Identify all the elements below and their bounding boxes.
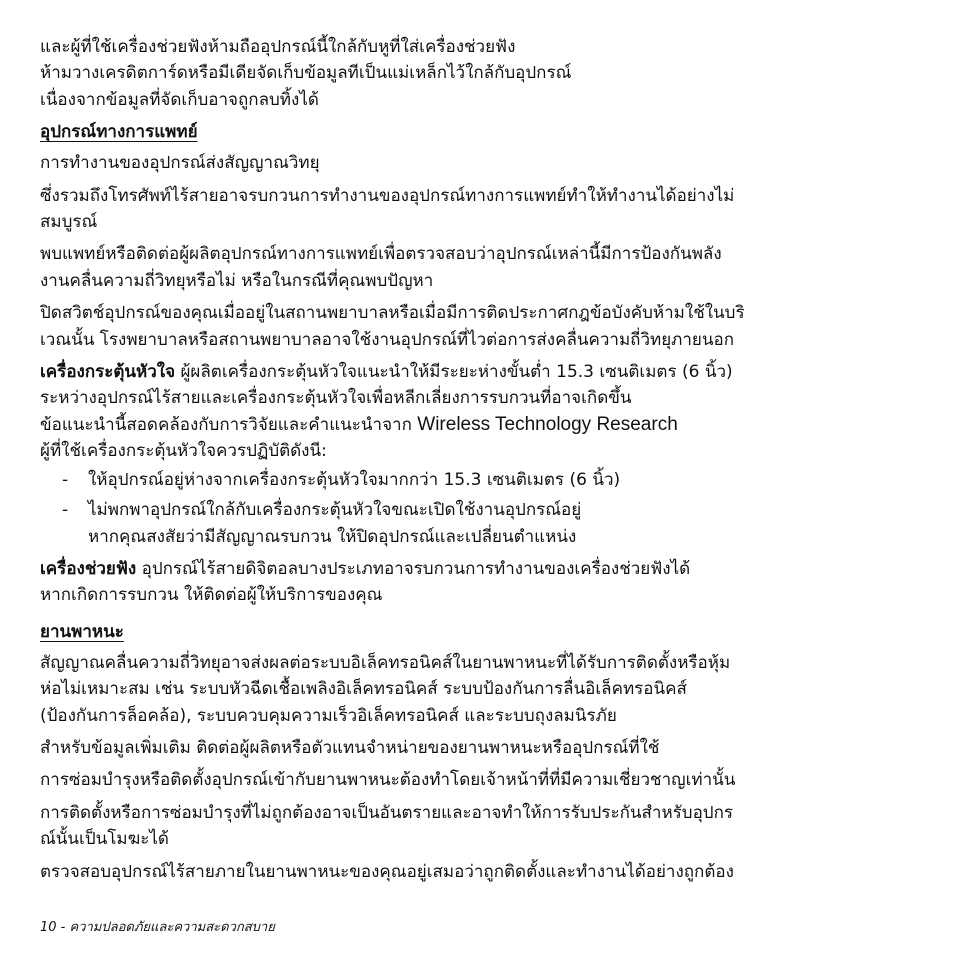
intro-line-2: ห้ามวางเครดิตการ์ดหรือมีเดียจัดเก็บข้อมูลทีเป็นแม่เหล็กไว้ใกล้กับอุปกรณ์: [40, 63, 572, 84]
vehicles-paragraph-4-line-2: ณ์นั้นเป็นโมฆะได้: [40, 829, 169, 850]
vehicles-paragraph-4-line-1: การติดตั้งหรือการซ่อมบำรุงที่ไม่ถูกต้องอาจเป็นอันตรายและอาจทำให้การรับประกันสำหรับอุปกร: [40, 802, 733, 823]
intro-section: [40, 34, 920, 113]
medical-paragraph-4-line-1: ปิดสวิตช์อุปกรณ์ของคุณเมื่ออยู่ในสถานพยาบาลหรือเมื่อมีการติดประกาศกฎข้อบังคับห้ามใช้ในบริ: [40, 303, 745, 324]
medical-devices-heading: อุปกรณ์ทางการแพทย์: [40, 122, 198, 143]
hearing-aids-section: [40, 556, 920, 609]
medical-paragraph-3-line-2: งานคลื่นความถี่วิทยุหรือไม่ หรือในกรณีที่คุณพบปัญหา: [40, 270, 434, 291]
medical-paragraph-2-line-1: ซึ่งรวมถึงโทรศัพท์ไร้สายอาจรบกวนการทำงานของอุปกรณ์ทางการแพทย์ทำให้ทำงานได้อย่างไม่: [40, 185, 735, 206]
vehicles-paragraph-1-line-2: ห่อไม่เหมาะสม เช่น ระบบหัวฉีดเชื้อเพลิงอิเล็คทรอนิคส์ ระบบป้องกันการลื่นอิเล็คทรอนิคส์: [40, 679, 687, 700]
intro-line-1: และผู้ที่ใช้เครื่องช่วยฟังห้ามถืออุปกรณ์นี้ใกล้กับหูที่ใส่เครื่องช่วยฟัง: [40, 37, 516, 57]
hearing-line-2: หากเกิดการรบกวน ให้ติดต่อผู้ให้บริการของคุณ: [40, 585, 383, 606]
list-item: [40, 467, 920, 493]
bullet-2-line-2: หากคุณสงสัยว่ามีสัญญาณรบกวน ให้ปิดอุปกรณ์และเปลี่ยนตำแหน่ง: [88, 526, 577, 547]
vehicles-heading: ยานพาหนะ: [40, 621, 124, 642]
page-footer: 10 - ความปลอดภัยและความสะดวกสบาย: [40, 920, 275, 935]
pacemaker-line-4: ผู้ที่ใช้เครื่องกระตุ้นหัวใจควรปฏิบัติดังนี:: [40, 441, 327, 462]
vehicles-paragraph-1-line-1: สัญญาณคลื่นความถี่วิทยุอาจส่งผลต่อระบบอิเล็คทรอนิคส์ในยานพาหนะที่ได้รับการติดตั้งหรือหุ้ม: [40, 652, 731, 673]
pacemaker-section: [40, 359, 920, 550]
list-item: [40, 497, 920, 550]
vehicles-paragraph-3: การซ่อมบำรุงหรือติดตั้งอุปกรณ์เข้ากับยานพาหนะต้องทำโดยเจ้าหน้าที่ที่มีความเชี่ยวชาญเท่านั้น: [40, 770, 736, 791]
pacemaker-guidelines-list: [40, 467, 920, 550]
pacemaker-line-2: ระหว่างอุปกรณ์ไร้สายและเครื่องกระตุ้นหัวใจเพื่อหลีกเลี่ยงการรบกวนที่อาจเกิดขึ้น: [40, 388, 632, 409]
hearing-line-1: [40, 556, 920, 582]
dash-bullet-icon: -: [62, 469, 69, 490]
medical-devices-section: [40, 119, 920, 353]
medical-paragraph-2-line-2: สมบูรณ์: [40, 212, 98, 233]
vehicles-paragraph-5: ตรวจสอบอุปกรณ์ไร้สายภายในยานพาหนะของคุณอยู่เสมอว่าถูกติดตั้งและทำงานได้อย่างถูกต้อง: [40, 861, 734, 882]
pacemaker-line-1: [40, 359, 920, 385]
bullet-2-line-1: ไม่พกพาอุปกรณ์ใกล้กับเครื่องกระตุ้นหัวใจขณะเปิดใช้งานอุปกรณ์อยู่: [88, 500, 582, 521]
dash-bullet-icon: -: [62, 500, 69, 521]
pacemaker-line-3-thai: ข้อแนะนำนี้สอดคล้องกับการวิจัยและคำแนะนำจาก: [40, 414, 418, 435]
vehicles-paragraph-1-line-3: (ป้องกันการล็อคล้อ), ระบบควบคุมความเร็วอิเล็คทรอนิคส์ และระบบถุงลมนิรภัย: [40, 705, 617, 726]
bullet-1-text: ให้อุปกรณ์อยู่ห่างจากเครื่องกระตุ้นหัวใจมากกว่า 15.3 เซนติเมตร (6 นิ้ว): [88, 469, 621, 490]
hearing-line-1-text: อุปกรณ์ไร้สายดิจิตอลบางประเภทอาจรบกวนการทำงานของเครื่องช่วยฟังได้: [136, 558, 691, 579]
vehicles-paragraph-2: สำหรับข้อมูลเพิ่มเติม ติดต่อผู้ผลิตหรือตัวแทนจำหน่ายของยานพาหนะหรืออุปกรณ์ที่ใช้: [40, 737, 660, 758]
pacemaker-line-3: [40, 412, 920, 438]
wireless-technology-research: Wireless Technology Research: [417, 413, 678, 435]
intro-line-3: เนื่องจากข้อมูลที่จัดเก็บอาจถูกลบทิ้งได้: [40, 89, 319, 110]
medical-paragraph-1: การทำงานของอุปกรณ์ส่งสัญญาณวิทยุ: [40, 153, 320, 174]
hearing-aid-term: เครื่องช่วยฟัง: [40, 558, 137, 579]
document-page: [40, 34, 920, 885]
pacemaker-term: เครื่องกระตุ้นหัวใจ: [40, 362, 176, 383]
pacemaker-line-1-text: ผู้ผลิตเครื่องกระตุ้นหัวใจแนะนำให้มีระยะห่างขั้นต่ำ 15.3 เซนติเมตร (6 นิ้ว): [175, 362, 733, 383]
medical-paragraph-4-line-2: เวณนั้น โรงพยาบาลหรือสถานพยาบาลอาจใช้งานอุปกรณ์ที่ไวต่อการส่งคลื่นความถี่วิทยุภายนอก: [40, 329, 734, 350]
vehicles-section: [40, 619, 920, 885]
medical-paragraph-3-line-1: พบแพทย์หรือติดต่อผู้ผลิตอุปกรณ์ทางการแพทย์เพื่อตรวจสอบว่าอุปกรณ์เหล่านี้มีการป้องกันพลัง: [40, 244, 722, 265]
